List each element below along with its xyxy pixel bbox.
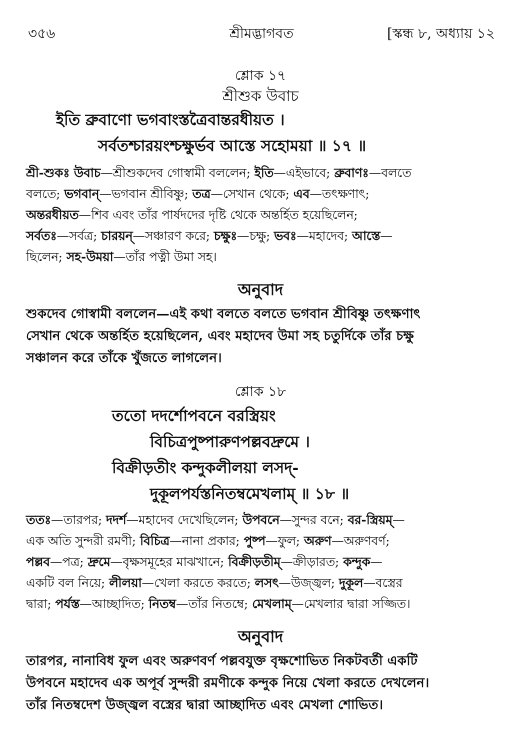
sloka-17-synonym-line [26, 228, 497, 248]
term-meaning: —তৎক্ষণাৎ; [309, 187, 370, 201]
sanskrit-term: চক্ষুঃ [213, 228, 238, 243]
sloka-17-speaker: শ্রীশুক উবাচ [222, 87, 299, 105]
term-meaning: —বস্ত্রের [363, 576, 403, 590]
sanskrit-term: ব্রুবাণঃ [334, 165, 369, 180]
term-meaning: —বৃক্ষসমূহের মাঝখানে; [110, 555, 229, 569]
sanskrit-term: দুকূল [338, 575, 364, 590]
sloka-17-translation-line: শুকদেব গোস্বামী বললেন—এই কথা বলতে বলতে ভগবান শ্রীবিষ্ণু তৎক্ষণাৎ [26, 307, 421, 322]
term-meaning: —এইভাবে; [273, 166, 335, 180]
sloka-17-synonym-line [26, 186, 497, 206]
term-meaning: —সেখান থেকে; [210, 187, 294, 201]
sloka-18-synonym-line [26, 596, 497, 616]
chapter-reference: [স্কন্ধ ৮, অধ্যায় ১২ [386, 26, 495, 42]
sloka-17-synonym-line [26, 207, 497, 227]
sanskrit-term: পর্যস্ত [55, 596, 80, 611]
term-meaning: —উজ্জ্বল; [278, 576, 339, 590]
sanskrit-term: অন্তরধীয়ত [26, 207, 79, 222]
term-meaning: —মহাদেব দেখেছিলেন; [126, 513, 243, 527]
term-meaning: দ্বারা; [26, 597, 56, 611]
sanskrit-term: সহ-উময়া [66, 249, 114, 264]
term-meaning: —খেলা করতে করতে; [141, 576, 255, 590]
term-meaning: —অরুণবর্ণ; [331, 534, 390, 548]
term-meaning: —তাঁর পত্নী উমা সহ। [113, 250, 217, 264]
term-meaning: —ভগবান শ্রীবিষ্ণু; [99, 187, 193, 201]
sanskrit-term: কন্দুক [343, 554, 371, 569]
term-meaning: বলতে; [26, 187, 65, 201]
sloka-18-heading: শ্লোক ১৮ [234, 384, 287, 400]
sloka-18-translation-line: তাঁর নিতম্বদেশ উজ্জ্বল বস্ত্রের দ্বারা আচ্ছাদিত এবং মেখলা শোভিত। [26, 698, 384, 713]
sloka-18-synonym-line [26, 512, 497, 532]
term-meaning: —নানা প্রকার; [169, 534, 244, 548]
sanskrit-term: বিক্রীড়তীম্ [228, 554, 281, 569]
sloka-17-translation-line: সেখান থেকে অন্তর্হিত হয়েছিলেন, এবং মহাদেব উমা সহ চতুর্দিকে তাঁর চক্ষু [26, 329, 414, 344]
sloka-18-verse-line-1: ততো দদর্শোপবনে বরস্ত্রিয়ং [112, 406, 276, 425]
term-meaning: —আচ্ছাদিত; [79, 597, 149, 611]
sloka-17-heading: শ্লোক ১৭ [234, 68, 287, 84]
sloka-18-synonym-line [26, 533, 497, 553]
term-meaning: —শ্রীশুকদেব গোস্বামী বললেন; [100, 166, 255, 180]
sanskrit-term: ইতি [254, 165, 274, 180]
sanskrit-term: এব [293, 186, 310, 201]
sloka-18-verse-line-4: দুকূলপর্যস্তনিতম্বমেখলাম্ ॥ ১৮ ॥ [150, 484, 350, 503]
sanskrit-term: লীলয়া [109, 575, 142, 590]
sloka-18-translation-line: তারপর, নানাবিধ ফুল এবং অরুণবর্ণ পল্লবযুক্ত বৃক্ষশোভিত নিকটবর্তী একটি [26, 654, 418, 669]
term-meaning: —সুন্দর বনে; [279, 513, 348, 527]
sloka-18-translation-line: উপবনে মহাদেব এক অপূর্ব সুন্দরী রমণীকে কন্দুক নিয়ে খেলা করতে দেখলেন। [26, 676, 430, 691]
sanskrit-term: ভগবান্ [64, 186, 100, 201]
sanskrit-term: দ্রুমে [87, 554, 111, 569]
term-meaning: —ফুল; [265, 534, 304, 548]
sanskrit-term: শ্রী-শুকঃ উবাচ [26, 165, 101, 180]
term-meaning: —পত্র; [49, 555, 88, 569]
sanskrit-term: ভবঃ [274, 228, 297, 243]
term-meaning: —চক্ষু; [237, 229, 274, 243]
sanskrit-term: তত্র [192, 186, 211, 201]
sloka-18-synonym-line [26, 554, 497, 574]
sloka-18-verse-line-3: বিক্রীড়তীং কন্দুকলীলয়া লসদ্- [112, 458, 299, 477]
sanskrit-term: বিচিত্র [139, 533, 170, 548]
sloka-17-synonym-line [26, 249, 497, 269]
term-meaning: — [380, 229, 393, 243]
term-meaning: — [392, 513, 405, 527]
sloka-18-translation-heading: অনুবাদ [237, 627, 284, 646]
sloka-17-verse-line-2: সর্বতশ্চারয়ংশ্চক্ষুর্ভব আস্তে সহোময়া ॥ ১৭ ॥ [98, 136, 367, 155]
sanskrit-term: নিতম্ব [148, 596, 176, 611]
term-meaning: —বলতে [368, 166, 412, 180]
term-meaning: একটি বল নিয়ে; [26, 576, 110, 590]
sanskrit-term: ততঃ [26, 512, 52, 527]
sloka-17-synonym-line [26, 165, 497, 185]
page-number: ৩৫৬ [28, 26, 56, 42]
term-meaning: —তাঁর নিতম্বে; [176, 597, 253, 611]
sanskrit-term: লসৎ [254, 575, 279, 590]
sloka-18-verse-line-2: বিচিত্রপুষ্পারুণপল্লবদ্রুমে । [150, 432, 310, 451]
sanskrit-term: আস্তে [352, 228, 381, 243]
sloka-17-verse-line-1: ইতি ব্রুবাণো ভগবাংস্তত্রৈবান্তরধীয়ত । [56, 110, 285, 129]
sanskrit-term: বর-স্ত্রিয়ম্ [347, 512, 393, 527]
term-meaning: —তারপর; [51, 513, 107, 527]
sanskrit-term: চারয়ন্ [101, 228, 133, 243]
sanskrit-term: মেখলাম্ [252, 596, 292, 611]
term-meaning: — [370, 555, 383, 569]
term-meaning: এক অতি সুন্দরী রমণী; [26, 534, 140, 548]
term-meaning: —শিব এবং তাঁর পার্ষদদের দৃষ্টি থেকে অন্তর্হিত হয়েছিলেন; [78, 208, 358, 222]
page-header [28, 22, 495, 42]
sanskrit-term: সর্বতঃ [26, 228, 57, 243]
sloka-17-translation-heading: অনুবাদ [237, 280, 284, 299]
term-meaning: —সঞ্চারণ করে; [132, 229, 214, 243]
running-title: শ্রীমদ্ভাগবত [229, 26, 294, 42]
sanskrit-term: অরুণ [303, 533, 332, 548]
sanskrit-term: দদর্শ [106, 512, 127, 527]
term-meaning: —সর্বত্র; [56, 229, 102, 243]
term-meaning: —মেখলার দ্বারা সজ্জিত। [291, 597, 411, 611]
term-meaning: —মহাদেব; [296, 229, 353, 243]
term-meaning: ছিলেন; [26, 250, 67, 264]
term-meaning: —ক্রীড়ারত; [280, 555, 344, 569]
sloka-17-translation-line: সঞ্চালন করে তাঁকে খুঁজতে লাগলেন। [26, 351, 222, 366]
sanskrit-term: উপবনে [242, 512, 280, 527]
sanskrit-term: পুষ্প [243, 533, 266, 548]
sanskrit-term: পল্লব [26, 554, 50, 569]
sloka-18-synonym-line [26, 575, 497, 595]
